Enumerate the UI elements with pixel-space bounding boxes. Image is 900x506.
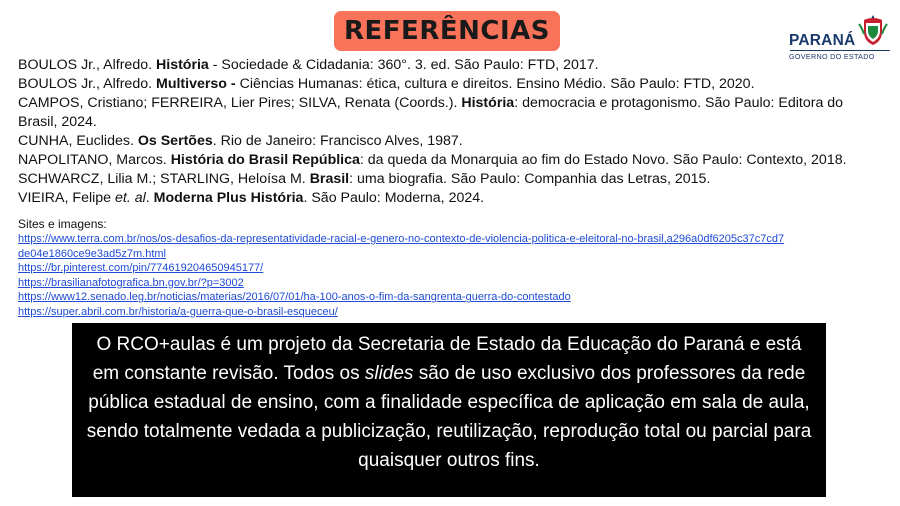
reference-post: : democracia e protagonismo. São Paulo: Editora do Brasil, 2024. xyxy=(18,95,844,130)
logo-subtitle: GOVERNO DO ESTADO xyxy=(789,52,875,61)
reference-bold: Multiverso - xyxy=(156,76,236,92)
disclaimer-text-1: O RCO+aulas é um projeto da Secretaria de Estado da Educação do Paraná e está em constante revisão. Todos os xyxy=(92,334,802,384)
reference-link[interactable]: https://www.terra.com.br/nos/os-desafios-da-representatividade-racial-e-genero-no-contexto-de-violencia-politica-e-eleitoral-no-brasil,a296a0df6205c37c7cd7 xyxy=(18,233,785,245)
reference-bold: Os Sertões xyxy=(137,133,213,149)
disclaimer-italic: slides xyxy=(364,363,414,384)
reference-pre: BOULOS Jr., Alfredo. xyxy=(18,57,156,73)
parana-logo xyxy=(788,14,892,62)
reference-link[interactable]: https://super.abril.com.br/historia/a-guerra-que-o-brasil-esqueceu/ xyxy=(18,305,338,318)
logo-divider xyxy=(790,50,890,51)
reference-bold: História xyxy=(156,57,209,73)
reference-pre: NAPOLITANO, Marcos. xyxy=(18,152,171,168)
disclaimer-text-2: são de uso exclusivo dos professores da rede pública estadual de ensino, com a finalidade específica de aplicação em sala de aula, sendo totalmente vedada a publicização, reutilização, reprodução total ou parcial para quaisquer outros fins. xyxy=(86,363,812,471)
reference-post: : uma biografia. São Paulo: Companhia das Letras, 2015. xyxy=(349,171,711,187)
disclaimer-box xyxy=(72,323,826,497)
parana-coat-of-arms-icon xyxy=(856,14,890,48)
page-title: REFERÊNCIAS xyxy=(344,16,550,46)
reference-item xyxy=(18,151,878,170)
reference-item xyxy=(18,132,878,151)
reference-post: - Sociedade & Cidadania: 360°. 3. ed. São Paulo: FTD, 2017. xyxy=(208,57,599,73)
reference-item xyxy=(18,94,878,132)
reference-post: Ciências Humanas: ética, cultura e direitos. Ensino Médio. São Paulo: FTD, 2020. xyxy=(235,76,755,92)
reference-pre: SCHWARCZ, Lilia M.; STARLING, Heloísa M. xyxy=(18,171,310,187)
reference-pre: CAMPOS, Cristiano; FERREIRA, Lier Pires; SILVA, Renata (Coords.). xyxy=(18,95,462,111)
reference-pre: VIEIRA, Felipe xyxy=(18,190,115,206)
reference-item xyxy=(18,75,878,94)
reference-bold: Moderna Plus História xyxy=(153,190,304,206)
reference-link[interactable]: https://br.pinterest.com/pin/774619204650945177/ xyxy=(18,262,264,275)
reference-item xyxy=(18,56,878,75)
link-list xyxy=(18,232,848,320)
sites-label: Sites e imagens: xyxy=(18,217,107,231)
reference-bold: Brasil xyxy=(309,171,350,187)
reference-mid: . xyxy=(145,190,154,206)
reference-pre: CUNHA, Euclides. xyxy=(18,133,138,149)
reference-italic: et. al xyxy=(115,190,146,206)
title-banner xyxy=(334,11,560,51)
reference-link[interactable]: de04e1860ce9e3ad5z7m.html xyxy=(18,247,167,260)
reference-post: . São Paulo: Moderna, 2024. xyxy=(303,190,485,206)
reference-post: . Rio de Janeiro: Francisco Alves, 1987. xyxy=(212,133,463,149)
reference-post: : da queda da Monarquia ao fim do Estado Novo. São Paulo: Contexto, 2018. xyxy=(359,152,847,168)
logo-name: PARANÁ xyxy=(789,32,856,49)
reference-link[interactable]: https://www12.senado.leg.br/noticias/materias/2016/07/01/ha-100-anos-o-fim-da-sangrenta-guerra-do-contestado xyxy=(18,291,571,304)
reference-item xyxy=(18,170,878,189)
reference-list xyxy=(18,56,878,208)
reference-bold: História xyxy=(461,95,515,111)
reference-item xyxy=(18,189,878,208)
reference-bold: História do Brasil República xyxy=(170,152,360,168)
reference-pre: BOULOS Jr., Alfredo. xyxy=(18,76,156,92)
reference-link[interactable]: https://brasilianafotografica.bn.gov.br/?p=3002 xyxy=(18,276,244,289)
